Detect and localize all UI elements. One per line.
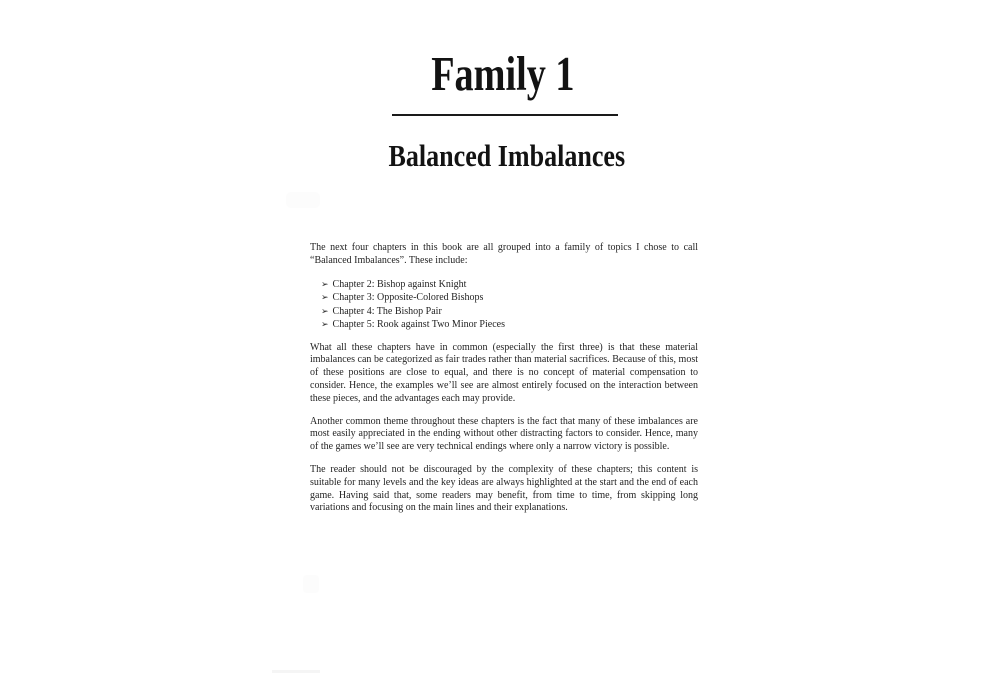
body-paragraph: Another common theme throughout these chapters is the fact that many of these imbalances are most easily appreciated in the ending without other distracting factors to consider. Hence, many of the games we’ll see are very technical endings where only a narrow victory is possible. bbox=[310, 415, 698, 453]
chapter-subtitle-wrap bbox=[7, 139, 1000, 173]
body-paragraph: What all these chapters have in common (especially the first three) is that these material imbalances can be categorized as fair trades rather than material sacrifices. Because of this, most of these positions are close to equal, and there is no concept of material compensation to consider. Hence, the examples we’ll see are almost entirely focused on the interaction between these pieces, and the advantages each may provide. bbox=[310, 341, 698, 404]
chapter-family-heading bbox=[3, 47, 1000, 101]
scan-artifact bbox=[303, 575, 319, 593]
chapter-list-entry: Chapter 3: Opposite-Colored Bishops bbox=[332, 292, 484, 304]
chapter-list-entry: Chapter 2: Bishop against Knight bbox=[332, 278, 467, 290]
body-text-column bbox=[310, 242, 698, 525]
scan-artifact bbox=[272, 670, 320, 673]
intro-paragraph: The next four chapters in this book are all grouped into a family of topics I chose to call “Balanced Imbalances”. These include: bbox=[310, 242, 698, 266]
page-title: Family 1 bbox=[431, 46, 575, 101]
chapter-list bbox=[310, 278, 698, 332]
arrowhead-bullet-icon: ➢ bbox=[321, 278, 329, 289]
page-subtitle: Balanced Imbalances bbox=[388, 138, 626, 173]
list-item bbox=[321, 318, 698, 332]
chapter-list-entry: Chapter 5: Rook against Two Minor Pieces bbox=[332, 319, 505, 331]
list-item bbox=[321, 278, 698, 292]
list-item bbox=[321, 305, 698, 319]
body-paragraph: The reader should not be discouraged by the complexity of these chapters; this content is suitable for many levels and the key ideas are always highlighted at the start and the end of each game. Having said that, some readers may benefit, from time to time, from skipping long variations and focusing on the main lines and their explanations. bbox=[310, 463, 698, 514]
title-divider-rule bbox=[392, 114, 618, 116]
list-item bbox=[321, 291, 698, 305]
arrowhead-bullet-icon: ➢ bbox=[321, 319, 329, 330]
arrowhead-bullet-icon: ➢ bbox=[321, 292, 329, 303]
scan-artifact bbox=[286, 192, 320, 208]
arrowhead-bullet-icon: ➢ bbox=[321, 305, 329, 316]
chapter-list-entry: Chapter 4: The Bishop Pair bbox=[332, 305, 442, 317]
